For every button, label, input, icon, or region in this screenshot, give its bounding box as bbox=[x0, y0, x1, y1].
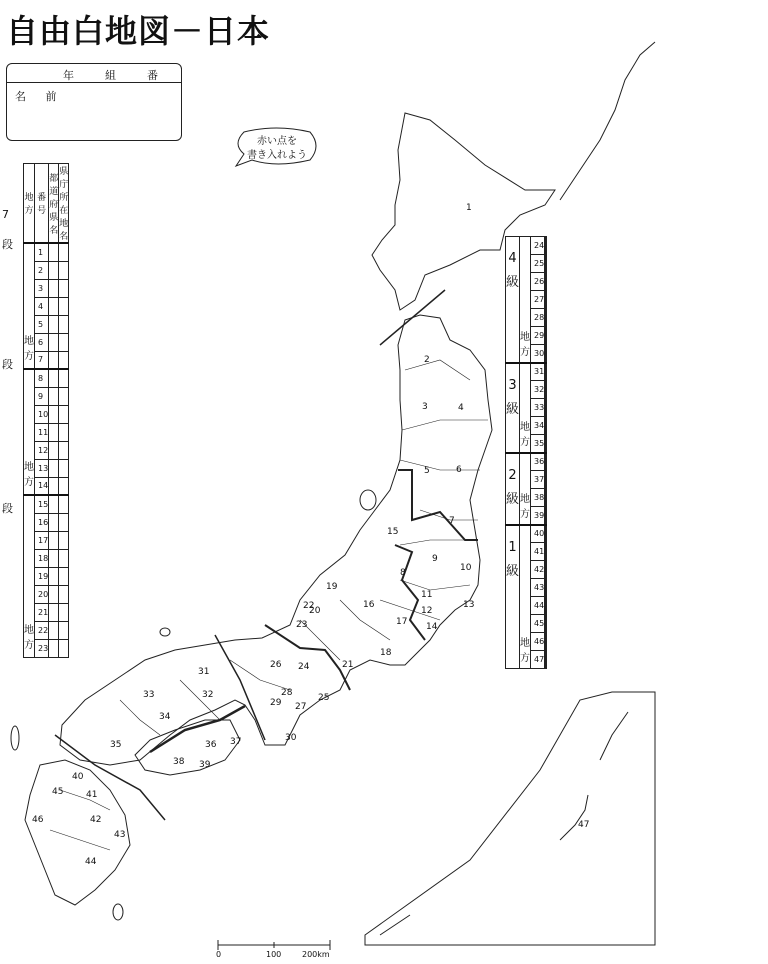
right-capital-cell-45[interactable] bbox=[546, 615, 547, 633]
map-label-27: 27 bbox=[295, 702, 307, 712]
left-prefecture-cell-12[interactable] bbox=[49, 441, 59, 459]
right-grade-0 bbox=[506, 237, 520, 363]
left-capital-cell-13[interactable] bbox=[59, 459, 69, 477]
grade-number-1: 3 bbox=[508, 377, 517, 393]
left-number-3: 3 bbox=[35, 279, 49, 297]
map-label-37: 37 bbox=[230, 737, 242, 747]
map-label-35: 35 bbox=[110, 740, 122, 750]
scale-end: 200km bbox=[302, 950, 330, 959]
map-label-46: 46 bbox=[32, 815, 44, 825]
left-capital-cell-17[interactable] bbox=[59, 531, 69, 549]
left-prefecture-cell-16[interactable] bbox=[49, 513, 59, 531]
left-edge-mark-2: 段 bbox=[2, 238, 13, 251]
map-label-8: 8 bbox=[400, 568, 406, 578]
map-label-1: 1 bbox=[466, 203, 472, 213]
right-capital-cell-43[interactable] bbox=[546, 579, 547, 597]
right-capital-cell-25[interactable] bbox=[546, 255, 547, 273]
right-capital-cell-32[interactable] bbox=[546, 381, 547, 399]
right-capital-cell-47[interactable] bbox=[546, 651, 547, 669]
map-label-38: 38 bbox=[173, 757, 185, 767]
map-label-42: 42 bbox=[90, 815, 102, 825]
map-label-18: 18 bbox=[380, 648, 392, 658]
left-prefecture-cell-19[interactable] bbox=[49, 567, 59, 585]
grade-kyu-0: 級 bbox=[506, 275, 520, 290]
left-number-16: 16 bbox=[35, 513, 49, 531]
right-number-44: 44 bbox=[531, 597, 545, 615]
left-edge-mark-4: 段 bbox=[2, 502, 13, 515]
right-number-37: 37 bbox=[531, 471, 545, 489]
right-number-34: 34 bbox=[531, 417, 545, 435]
scale-bar bbox=[218, 940, 330, 950]
map-label-9: 9 bbox=[432, 554, 438, 564]
right-capital-cell-28[interactable] bbox=[546, 309, 547, 327]
map-label-30: 30 bbox=[285, 733, 297, 743]
right-capital-cell-42[interactable] bbox=[546, 561, 547, 579]
left-capital-cell-3[interactable] bbox=[59, 279, 69, 297]
left-number-10: 10 bbox=[35, 405, 49, 423]
left-header-capital: 県庁所在地名 bbox=[59, 164, 69, 244]
page-title: 自由白地図－日本 bbox=[6, 12, 271, 50]
number-label: 番 bbox=[147, 69, 158, 82]
left-capital-cell-14[interactable] bbox=[59, 477, 69, 495]
right-number-45: 45 bbox=[531, 615, 545, 633]
left-prefecture-cell-8[interactable] bbox=[49, 369, 59, 387]
grade-number-3: 1 bbox=[508, 539, 517, 555]
left-capital-cell-23[interactable] bbox=[59, 639, 69, 657]
left-header-prefecture: 都道府県 名 bbox=[49, 164, 59, 244]
bubble-line-1: 赤い点を bbox=[257, 136, 297, 147]
right-region-0: 地 方 bbox=[520, 237, 531, 363]
left-header-region: 地方 bbox=[24, 164, 35, 244]
left-number-20: 20 bbox=[35, 585, 49, 603]
left-capital-cell-9[interactable] bbox=[59, 387, 69, 405]
right-capital-cell-31[interactable] bbox=[546, 363, 547, 381]
map-label-25: 25 bbox=[318, 693, 330, 703]
map-label-23: 23 bbox=[296, 620, 308, 630]
region-boundary-chugoku bbox=[215, 635, 265, 740]
right-table bbox=[505, 236, 547, 669]
right-capital-cell-34[interactable] bbox=[546, 417, 547, 435]
left-prefecture-cell-23[interactable] bbox=[49, 639, 59, 657]
okinawa-inset-frame bbox=[365, 692, 655, 945]
left-capital-cell-18[interactable] bbox=[59, 549, 69, 567]
left-prefecture-cell-11[interactable] bbox=[49, 423, 59, 441]
left-prefecture-cell-10[interactable] bbox=[49, 405, 59, 423]
left-prefecture-cell-14[interactable] bbox=[49, 477, 59, 495]
okinawa-islands bbox=[380, 712, 628, 935]
tanegashima bbox=[113, 904, 123, 920]
left-capital-cell-20[interactable] bbox=[59, 585, 69, 603]
right-capital-cell-38[interactable] bbox=[546, 489, 547, 507]
right-region-2: 地 方 bbox=[520, 453, 531, 525]
left-capital-cell-7[interactable] bbox=[59, 351, 69, 369]
year-label: 年 bbox=[63, 69, 74, 82]
left-number-21: 21 bbox=[35, 603, 49, 621]
left-capital-cell-19[interactable] bbox=[59, 567, 69, 585]
bubble-line-2: 書き入れよう bbox=[247, 150, 307, 161]
right-capital-cell-29[interactable] bbox=[546, 327, 547, 345]
left-prefecture-cell-1[interactable] bbox=[49, 243, 59, 261]
right-number-29: 29 bbox=[531, 327, 545, 345]
map-label-39: 39 bbox=[199, 760, 211, 770]
map-label-14: 14 bbox=[426, 622, 438, 632]
scale-zero: 0 bbox=[216, 950, 222, 959]
right-region-3: 地 方 bbox=[520, 525, 531, 669]
left-prefecture-cell-21[interactable] bbox=[49, 603, 59, 621]
right-number-27: 27 bbox=[531, 291, 545, 309]
name-label: 名 前 bbox=[15, 90, 65, 103]
right-capital-cell-40[interactable] bbox=[546, 525, 547, 543]
left-number-4: 4 bbox=[35, 297, 49, 315]
grade-number-2: 2 bbox=[508, 467, 517, 483]
left-prefecture-cell-4[interactable] bbox=[49, 297, 59, 315]
map-label-3: 3 bbox=[422, 402, 428, 412]
right-number-46: 46 bbox=[531, 633, 545, 651]
right-grade-1 bbox=[506, 363, 520, 453]
left-prefecture-cell-22[interactable] bbox=[49, 621, 59, 639]
left-capital-cell-8[interactable] bbox=[59, 369, 69, 387]
sado-island bbox=[360, 490, 376, 510]
right-capital-cell-26[interactable] bbox=[546, 273, 547, 291]
left-number-18: 18 bbox=[35, 549, 49, 567]
left-capital-cell-12[interactable] bbox=[59, 441, 69, 459]
left-number-13: 13 bbox=[35, 459, 49, 477]
grade-kyu-3: 級 bbox=[506, 563, 520, 579]
map-label-40: 40 bbox=[72, 772, 84, 782]
map-label-28: 28 bbox=[281, 688, 293, 698]
left-prefecture-cell-13[interactable] bbox=[49, 459, 59, 477]
right-number-35: 35 bbox=[531, 435, 545, 453]
left-table bbox=[23, 163, 69, 658]
right-capital-cell-24[interactable] bbox=[546, 237, 547, 255]
left-prefecture-cell-17[interactable] bbox=[49, 531, 59, 549]
left-prefecture-cell-18[interactable] bbox=[49, 549, 59, 567]
right-capital-cell-46[interactable] bbox=[546, 633, 547, 651]
map-label-19: 19 bbox=[326, 582, 338, 592]
right-capital-cell-33[interactable] bbox=[546, 399, 547, 417]
map-label-22: 22 bbox=[303, 601, 315, 611]
right-number-38: 38 bbox=[531, 489, 545, 507]
class-label: 組 bbox=[105, 69, 116, 82]
right-number-30: 30 bbox=[531, 345, 545, 363]
left-number-14: 14 bbox=[35, 477, 49, 495]
scale-mid: 100 bbox=[266, 950, 282, 959]
region-boundary-kanto bbox=[398, 470, 478, 540]
map-label-13: 13 bbox=[463, 600, 475, 610]
left-capital-cell-5[interactable] bbox=[59, 315, 69, 333]
left-number-11: 11 bbox=[35, 423, 49, 441]
map-label-2: 2 bbox=[424, 355, 430, 365]
right-capital-cell-30[interactable] bbox=[546, 345, 547, 363]
map-label-33: 33 bbox=[143, 690, 155, 700]
tsushima bbox=[11, 726, 19, 750]
left-capital-cell-11[interactable] bbox=[59, 423, 69, 441]
map-label-17: 17 bbox=[396, 617, 408, 627]
left-capital-cell-4[interactable] bbox=[59, 297, 69, 315]
map-label-12: 12 bbox=[421, 606, 433, 616]
left-prefecture-cell-9[interactable] bbox=[49, 387, 59, 405]
left-prefecture-cell-6[interactable] bbox=[49, 333, 59, 351]
right-number-25: 25 bbox=[531, 255, 545, 273]
right-number-24: 24 bbox=[531, 237, 545, 255]
right-capital-cell-27[interactable] bbox=[546, 291, 547, 309]
right-number-47: 47 bbox=[531, 651, 545, 669]
map-label-31: 31 bbox=[198, 667, 210, 677]
left-header-number: 番号 bbox=[35, 164, 49, 244]
left-region-2: 地 方 bbox=[24, 495, 35, 657]
grade-number-0: 4 bbox=[508, 251, 517, 266]
left-prefecture-cell-2[interactable] bbox=[49, 261, 59, 279]
right-capital-cell-35[interactable] bbox=[546, 435, 547, 453]
right-capital-cell-41[interactable] bbox=[546, 543, 547, 561]
map-label-4: 4 bbox=[458, 403, 464, 413]
left-capital-cell-6[interactable] bbox=[59, 333, 69, 351]
left-capital-cell-16[interactable] bbox=[59, 513, 69, 531]
left-prefecture-cell-7[interactable] bbox=[49, 351, 59, 369]
right-number-26: 26 bbox=[531, 273, 545, 291]
map-label-47: 47 bbox=[578, 820, 590, 830]
left-edge-mark-1: 7 bbox=[2, 208, 9, 221]
map-label-10: 10 bbox=[460, 563, 472, 573]
map-label-45: 45 bbox=[52, 787, 64, 797]
left-capital-cell-2[interactable] bbox=[59, 261, 69, 279]
right-capital-cell-37[interactable] bbox=[546, 471, 547, 489]
left-prefecture-cell-3[interactable] bbox=[49, 279, 59, 297]
right-number-42: 42 bbox=[531, 561, 545, 579]
left-capital-cell-10[interactable] bbox=[59, 405, 69, 423]
right-number-31: 31 bbox=[531, 363, 545, 381]
left-number-15: 15 bbox=[35, 495, 49, 513]
map-label-7: 7 bbox=[449, 516, 455, 526]
right-number-33: 33 bbox=[531, 399, 545, 417]
kuril-islands bbox=[560, 42, 655, 200]
map-label-6: 6 bbox=[456, 465, 462, 475]
left-number-19: 19 bbox=[35, 567, 49, 585]
right-number-40: 40 bbox=[531, 525, 545, 543]
left-edge-mark-3: 段 bbox=[2, 358, 13, 371]
grade-kyu-2: 級 bbox=[506, 491, 520, 507]
map-label-20: 20 bbox=[309, 606, 321, 616]
left-number-23: 23 bbox=[35, 639, 49, 657]
left-number-17: 17 bbox=[35, 531, 49, 549]
left-number-7: 7 bbox=[35, 351, 49, 369]
map-label-43: 43 bbox=[114, 830, 126, 840]
right-region-1: 地 方 bbox=[520, 363, 531, 453]
left-capital-cell-22[interactable] bbox=[59, 621, 69, 639]
right-number-36: 36 bbox=[531, 453, 545, 471]
left-prefecture-cell-5[interactable] bbox=[49, 315, 59, 333]
map-label-44: 44 bbox=[85, 857, 97, 867]
map-label-41: 41 bbox=[86, 790, 98, 800]
grade-kyu-1: 級 bbox=[506, 401, 520, 417]
left-region-1: 地 方 bbox=[24, 369, 35, 495]
left-capital-cell-15[interactable] bbox=[59, 495, 69, 513]
map-label-15: 15 bbox=[387, 527, 399, 537]
left-capital-cell-1[interactable] bbox=[59, 243, 69, 261]
map-label-11: 11 bbox=[421, 590, 433, 600]
map-label-24: 24 bbox=[298, 662, 310, 672]
left-number-12: 12 bbox=[35, 441, 49, 459]
map-label-32: 32 bbox=[202, 690, 214, 700]
right-number-28: 28 bbox=[531, 309, 545, 327]
left-number-2: 2 bbox=[35, 261, 49, 279]
left-capital-cell-21[interactable] bbox=[59, 603, 69, 621]
left-number-6: 6 bbox=[35, 333, 49, 351]
left-region-0: 地 方 bbox=[24, 243, 35, 369]
map-label-26: 26 bbox=[270, 660, 282, 670]
map-label-29: 29 bbox=[270, 698, 282, 708]
left-number-8: 8 bbox=[35, 369, 49, 387]
left-number-22: 22 bbox=[35, 621, 49, 639]
right-number-32: 32 bbox=[531, 381, 545, 399]
left-prefecture-cell-20[interactable] bbox=[49, 585, 59, 603]
right-grade-3 bbox=[506, 525, 520, 669]
map-label-36: 36 bbox=[205, 740, 217, 750]
right-capital-cell-36[interactable] bbox=[546, 453, 547, 471]
map-label-21: 21 bbox=[342, 660, 354, 670]
right-capital-cell-44[interactable] bbox=[546, 597, 547, 615]
right-number-43: 43 bbox=[531, 579, 545, 597]
map-label-5: 5 bbox=[424, 466, 430, 476]
map-label-34: 34 bbox=[159, 712, 171, 722]
map-label-16: 16 bbox=[363, 600, 375, 610]
left-number-9: 9 bbox=[35, 387, 49, 405]
right-capital-cell-39[interactable] bbox=[546, 507, 547, 525]
left-number-1: 1 bbox=[35, 243, 49, 261]
oki-islands bbox=[160, 628, 170, 636]
right-number-39: 39 bbox=[531, 507, 545, 525]
left-number-5: 5 bbox=[35, 315, 49, 333]
right-grade-2 bbox=[506, 453, 520, 525]
left-prefecture-cell-15[interactable] bbox=[49, 495, 59, 513]
right-number-41: 41 bbox=[531, 543, 545, 561]
